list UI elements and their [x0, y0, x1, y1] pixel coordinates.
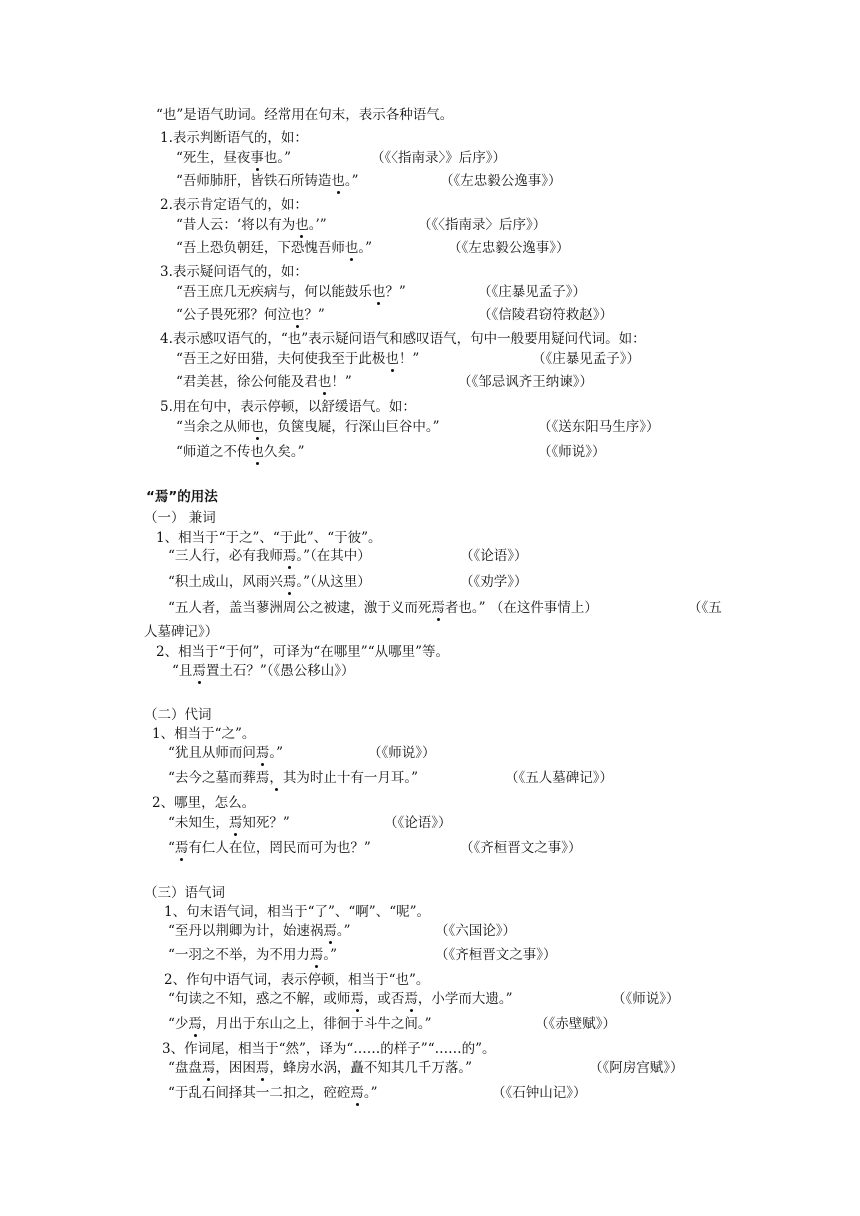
line-text: 5.用在句中，表示停顿，以舒缓语气。如：	[160, 399, 416, 415]
line-text: “也”是语气助词。经常用在句末，表示各种语气。	[156, 107, 454, 123]
line-source: （《阿房宫赋》）	[589, 1060, 684, 1076]
example-source	[435, 922, 516, 940]
example-line	[168, 1084, 378, 1102]
example-source	[612, 990, 680, 1008]
line-text: 2、哪里，怎么。	[152, 795, 256, 811]
line-source: （《五	[688, 600, 722, 616]
emphasis-dot	[329, 941, 332, 944]
line-source: （《邹忌讽齐王纳谏》）	[458, 374, 593, 390]
example-line	[168, 744, 283, 762]
example-line	[168, 922, 351, 940]
line-text: 1、句末语气词，相当于“了”、“啊”、“呢”。	[164, 904, 430, 920]
line-source: （《师说》）	[538, 444, 606, 460]
example-source	[478, 283, 586, 301]
example-line	[176, 283, 406, 301]
line-text: “当余之从师也，负箧曳屣，行深山巨谷中。”	[176, 418, 440, 436]
example-line	[168, 946, 337, 964]
line-source: （《论语》）	[384, 815, 452, 831]
emphasis-dot	[288, 566, 291, 569]
example-source	[460, 839, 582, 857]
line-text: 4.表示感叹语气的，“也”表示疑问语气和感叹语气，句中一般要用疑问代词。如：	[160, 331, 646, 347]
line-text: “盘盘焉，困困焉，蜂房水涡，矗不知其几千万落。”	[168, 1059, 472, 1077]
line-source: （《论语》）	[460, 548, 528, 564]
rule-3-heading	[160, 263, 308, 281]
example-line	[168, 573, 371, 591]
example-source	[368, 744, 436, 762]
line-text: （二）代词	[144, 707, 212, 723]
example-source	[458, 373, 593, 391]
subsection-heading	[144, 706, 212, 724]
line-text: “公子畏死邪？何泣也？”	[176, 306, 325, 324]
line-text: “君美甚，徐公何能及君也！”	[176, 373, 352, 391]
emphasis-dot	[356, 1009, 359, 1012]
example-line	[176, 239, 372, 257]
line-text: “吾王庶几无疾病与，何以能鼓乐也？”	[176, 283, 406, 301]
example-source	[440, 172, 562, 190]
line-source: （《师说》）	[612, 991, 680, 1007]
line-text: “吾师肺肝，皆铁石所铸造也。”	[176, 172, 359, 190]
example-source	[492, 1084, 587, 1102]
example-source	[538, 443, 606, 461]
line-text: “五人者，盖当蓼洲周公之被逮，激于义而死焉者也。” （在这件事情上）	[168, 599, 598, 617]
line-text: 3、作词尾，相当于“然”，译为“……的样子”“……的”。	[162, 1041, 496, 1057]
emphasis-dot	[437, 618, 440, 621]
line-text: “至丹以荆卿为计，始速祸焉。”	[168, 922, 351, 940]
rule-5-heading	[160, 398, 416, 416]
emphasis-dot	[288, 592, 291, 595]
example-source	[435, 946, 557, 964]
rule-2-heading	[160, 196, 308, 214]
example-source	[371, 149, 506, 167]
emphasis-dot	[180, 858, 183, 861]
usage-heading	[164, 971, 429, 989]
example-line	[168, 769, 418, 787]
usage-heading	[162, 1040, 496, 1058]
line-text: 1、相当于“于之”、“于此”、“于彼”。	[156, 530, 382, 546]
example-source	[384, 814, 452, 832]
line-text: （一） 兼词	[144, 510, 216, 526]
emphasis-dot	[234, 833, 237, 836]
line-text: “吾王之好田猎，夫何使我至于此极也！”	[176, 350, 419, 368]
example-line	[176, 418, 440, 436]
subsection-heading	[144, 884, 225, 902]
line-text: 2、作句中语气词，表示停顿，相当于“也”。	[164, 972, 430, 988]
emphasis-dot	[356, 1103, 359, 1106]
section-title-yan	[146, 488, 218, 506]
subsection-heading	[144, 509, 216, 527]
line-source: （《〈指南录〉》后序》）	[371, 150, 506, 166]
line-text: “一羽之不举，为不用力焉。”	[168, 946, 337, 964]
example-source	[418, 216, 546, 234]
line-text: “积土成山，风雨兴焉。”（从这里）	[168, 573, 371, 591]
intro-ye	[156, 106, 453, 124]
line-text: 1、相当于“之”。	[152, 726, 256, 742]
example-line	[176, 373, 352, 391]
line-text: “于乱石间择其一二扣之，硿硿焉。”	[168, 1084, 378, 1102]
line-source: （《左忠毅公逸事》）	[440, 173, 562, 189]
example-source	[460, 547, 528, 565]
line-source: （《赤壁赋》）	[535, 1016, 616, 1032]
line-text: “且焉置土石？”（《愚公移山》）	[172, 662, 355, 680]
emphasis-dot	[315, 965, 318, 968]
line-source: （《五人墓碑记》）	[505, 770, 613, 786]
example-line	[176, 306, 325, 324]
emphasis-dot	[377, 302, 380, 305]
emphasis-dot	[275, 788, 278, 791]
emphasis-dot	[350, 258, 353, 261]
example-line	[168, 599, 598, 617]
example-source	[535, 1015, 616, 1033]
example-line	[168, 547, 371, 565]
line-text: “焉有仁人在位，罔民而可为也？”	[168, 839, 371, 857]
example-source	[460, 573, 528, 591]
example-line	[176, 350, 419, 368]
emphasis-dot	[261, 763, 264, 766]
example-source	[688, 599, 722, 617]
example-line	[176, 216, 327, 234]
line-source: （《石钟山记》）	[492, 1085, 587, 1101]
emphasis-dot	[300, 235, 303, 238]
line-text: “师道之不传也久矣。”	[176, 443, 305, 461]
line-text: 人墓碑记》）	[144, 624, 219, 640]
emphasis-dot	[323, 392, 326, 395]
line-text: 3.表示疑问语气的，如：	[160, 264, 308, 280]
usage-heading	[152, 725, 255, 743]
line-source: （《庄暴见孟子》）	[478, 284, 586, 300]
emphasis-dot	[256, 168, 259, 171]
emphasis-dot	[296, 325, 299, 328]
example-line	[168, 1059, 472, 1077]
emphasis-dot	[261, 1078, 264, 1081]
usage-heading	[156, 529, 382, 547]
emphasis-dot	[198, 681, 201, 684]
usage-heading	[164, 903, 430, 921]
example-source	[589, 1059, 684, 1077]
example-line	[168, 990, 513, 1008]
continuation-line	[144, 623, 218, 641]
line-text: “句读之不知，惑之不解，或师焉，或否焉，小学而大遗。”	[168, 990, 513, 1008]
emphasis-dot	[194, 1034, 197, 1037]
line-source: （《师说》）	[368, 745, 436, 761]
example-source	[505, 769, 613, 787]
line-source: （《六国论》）	[435, 923, 516, 939]
line-text: “少焉，月出于东山之上，徘徊于斗牛之间。”	[168, 1015, 432, 1033]
line-text: “未知生，焉知死？”	[168, 814, 290, 832]
example-source	[448, 239, 570, 257]
usage-heading	[156, 643, 449, 661]
line-text: “犹且从师而问焉。”	[168, 744, 283, 762]
line-source: （《送东阳马生序》）	[538, 419, 660, 435]
example-line	[172, 662, 355, 680]
example-source	[478, 306, 613, 324]
line-text: 2.表示肯定语气的，如：	[160, 197, 308, 213]
line-source: （《庄暴见孟子》）	[532, 351, 640, 367]
emphasis-dot	[391, 369, 394, 372]
line-text: “焉”的用法	[146, 489, 218, 505]
line-source: （《齐桓晋文之事》）	[460, 840, 582, 856]
rule-1-heading	[160, 129, 308, 147]
line-text: “昔人云：‘将以有为也。’”	[176, 216, 327, 234]
line-source: （《〈指南录〉后序》）	[418, 217, 547, 233]
line-text: 2、相当于“于何”，可译为“在哪里”“从哪里”等。	[156, 644, 449, 660]
emphasis-dot	[337, 191, 340, 194]
emphasis-dot	[410, 1009, 413, 1012]
example-line	[168, 814, 290, 832]
example-source	[538, 418, 660, 436]
rule-4-heading	[160, 330, 646, 348]
line-text: “三人行，必有我师焉。”（在其中）	[168, 547, 371, 565]
line-source: （《左忠毅公逸事》）	[448, 240, 570, 256]
emphasis-dot	[256, 462, 259, 465]
example-line	[168, 839, 371, 857]
example-source	[532, 350, 640, 368]
line-text: 1.表示判断语气的，如：	[160, 130, 308, 146]
example-line	[176, 172, 359, 190]
line-source: （《信陵君窃符救赵》）	[478, 307, 613, 323]
line-text: “死生，昼夜事也。”	[176, 149, 291, 167]
emphasis-dot	[256, 437, 259, 440]
usage-heading	[152, 794, 255, 812]
line-source: （《劝学》）	[460, 574, 528, 590]
line-text: “去今之墓而葬焉，其为时止十有一月耳。”	[168, 769, 418, 787]
example-line	[168, 1015, 432, 1033]
line-text: （三）语气词	[144, 885, 225, 901]
example-line	[176, 443, 305, 461]
line-source: （《齐桓晋文之事》）	[435, 947, 557, 963]
example-line	[176, 149, 291, 167]
emphasis-dot	[207, 1078, 210, 1081]
line-text: “吾上恐负朝廷，下恐愧吾师也。”	[176, 239, 372, 257]
